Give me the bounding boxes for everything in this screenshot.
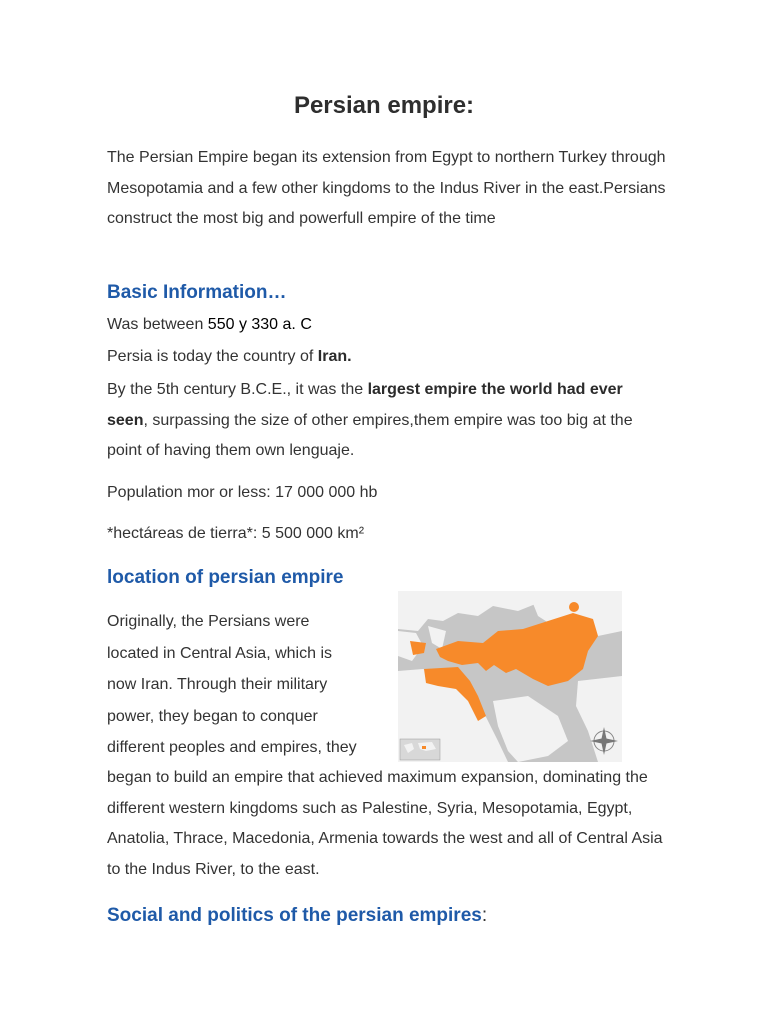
map-image — [398, 591, 622, 762]
location-line: located in Central Asia, which is — [107, 644, 332, 662]
dates-value: 550 y 330 a. C — [207, 316, 312, 333]
country-prefix: Persia is today the country of — [107, 348, 318, 365]
location-line: Originally, the Persians were — [107, 613, 310, 630]
century-bold: largest empire the world had ever seen — [107, 381, 623, 429]
sogdiana-marker — [569, 602, 579, 612]
century-paragraph — [107, 375, 647, 467]
population-line: Population mor or less: 17 000 000 hb — [107, 484, 378, 501]
social-heading-text: Social and politics of the persian empires — [107, 905, 482, 926]
country-value: Iran. — [317, 348, 352, 365]
social-heading-colon: : — [481, 905, 488, 926]
social-politics-heading — [107, 905, 487, 927]
page-title: Persian empire: — [293, 92, 475, 119]
century-rest: , surpassing the size of other empires,them empire was too big at the point of having them own lenguaje. — [107, 411, 633, 459]
country-line — [107, 348, 352, 366]
inset-world-map — [400, 739, 440, 760]
basic-information-heading: Basic Information… — [107, 282, 287, 303]
intro-paragraph: The Persian Empire began its extension from Egypt to northern Turkey through Mesopotamia and a few other kingdoms to the Indus River in the east.Persians construct the most big and powerfull empire of the time — [107, 149, 666, 227]
location-paragraph: began to build an empire that achieved maximum expansion, dominating the different western kingdoms such as Palestine, Syria, Mesopotamia, Egypt, Anatolia, Thrace, Macedonia, Armenia towards the west and all of Central Asia to the Indus River, to the east. — [107, 769, 663, 878]
dates-line — [107, 316, 312, 334]
location-line: power, they began to conquer — [107, 707, 318, 725]
area-line: *hectáreas de tierra*: 5 500 000 km² — [107, 525, 365, 542]
dates-prefix: Was between — [107, 316, 208, 333]
location-line: different peoples and empires, they — [107, 739, 357, 756]
location-wrapped-text — [107, 606, 392, 764]
century-prefix: By the 5th century B.C.E., it was the — [107, 381, 368, 398]
location-line: now Iran. Through their military — [107, 676, 328, 693]
persian-empire-map — [398, 591, 622, 762]
location-heading: location of persian empire — [107, 567, 344, 588]
